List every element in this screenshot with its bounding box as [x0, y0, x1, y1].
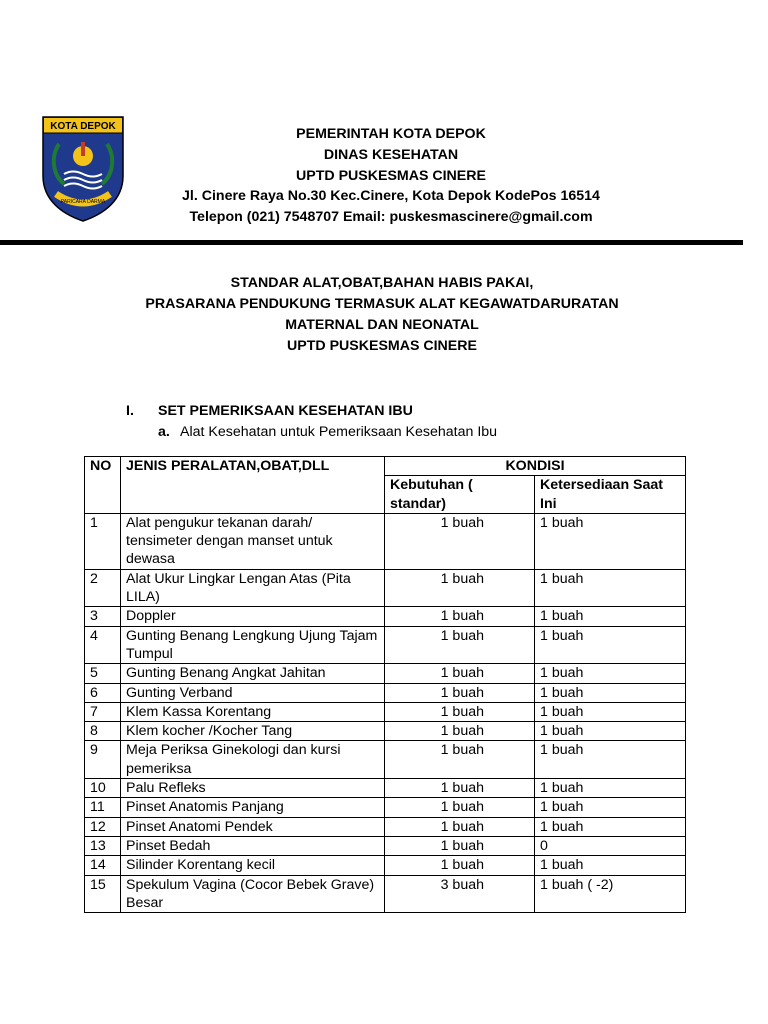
- row-number-cell: 7: [85, 702, 121, 721]
- row-need-cell: 1 buah: [385, 856, 535, 875]
- row-item-name-cell: Silinder Korentang kecil: [121, 856, 385, 875]
- svg-text:PARICARA DARMA: PARICARA DARMA: [60, 199, 106, 205]
- row-available-cell: 1 buah: [535, 817, 686, 836]
- row-number-cell: 13: [85, 836, 121, 855]
- subsection-letter: a.: [158, 424, 170, 440]
- letterhead-contact: Telepon (021) 7548707 Email: puskesmascinere@gmail.com: [189, 209, 593, 226]
- row-item-name-cell: Gunting Benang Lengkung Ujung Tajam Tumpul: [121, 626, 385, 664]
- table-row: [85, 626, 686, 664]
- table-row: [85, 836, 686, 855]
- row-need-cell: 1 buah: [385, 626, 535, 664]
- table-row: [85, 741, 686, 779]
- section-number: I.: [126, 403, 134, 419]
- table-row: [85, 875, 686, 913]
- row-need-cell: 1 buah: [385, 741, 535, 779]
- row-item-name-cell: Gunting Verband: [121, 683, 385, 702]
- row-need-cell: 1 buah: [385, 702, 535, 721]
- document-title-line-1: STANDAR ALAT,OBAT,BAHAN HABIS PAKAI,: [230, 275, 534, 291]
- row-number-cell: 14: [85, 856, 121, 875]
- letterhead-address: Jl. Cinere Raya No.30 Kec.Cinere, Kota Depok KodePos 16514: [182, 188, 600, 205]
- table-row: [85, 779, 686, 798]
- table-row: [85, 607, 686, 626]
- table-row: [85, 722, 686, 741]
- row-number-cell: 4: [85, 626, 121, 664]
- row-item-name-cell: Palu Refleks: [121, 779, 385, 798]
- row-item-name-cell: Pinset Anatomi Pendek: [121, 817, 385, 836]
- row-number-cell: 11: [85, 798, 121, 817]
- letterhead-government: PEMERINTAH KOTA DEPOK: [296, 126, 486, 142]
- row-available-cell: 1 buah: [535, 683, 686, 702]
- row-item-name-cell: Klem Kassa Korentang: [121, 702, 385, 721]
- row-need-cell: 1 buah: [385, 569, 535, 607]
- row-item-name-cell: Pinset Anatomis Panjang: [121, 798, 385, 817]
- row-available-cell: 1 buah: [535, 664, 686, 683]
- row-available-cell: 1 buah: [535, 798, 686, 817]
- row-need-cell: 1 buah: [385, 836, 535, 855]
- row-need-cell: 1 buah: [385, 513, 535, 569]
- row-number-cell: 12: [85, 817, 121, 836]
- row-item-name-cell: Pinset Bedah: [121, 836, 385, 855]
- row-available-cell: 1 buah: [535, 702, 686, 721]
- table-row: [85, 856, 686, 875]
- row-item-name-cell: Spekulum Vagina (Cocor Bebek Grave) Besar: [121, 875, 385, 913]
- subsection-title: Alat Kesehatan untuk Pemeriksaan Kesehatan Ibu: [180, 424, 498, 440]
- row-need-cell: 1 buah: [385, 664, 535, 683]
- row-need-cell: 3 buah: [385, 875, 535, 913]
- header-condition: KONDISI: [385, 457, 686, 476]
- table-row: [85, 664, 686, 683]
- table-row: [85, 683, 686, 702]
- row-item-name-cell: Gunting Benang Angkat Jahitan: [121, 664, 385, 683]
- header-need: Kebutuhan ( standar): [385, 476, 535, 514]
- letterhead-department: DINAS KESEHATAN: [323, 146, 459, 163]
- table-body: [85, 513, 686, 912]
- row-item-name-cell: Doppler: [121, 607, 385, 626]
- document-title-line-4: UPTD PUSKESMAS CINERE: [287, 338, 477, 354]
- row-available-cell: 1 buah ( -2): [535, 875, 686, 913]
- row-number-cell: 9: [85, 741, 121, 779]
- row-need-cell: 1 buah: [385, 722, 535, 741]
- table-header-row: [85, 457, 686, 476]
- section-title: SET PEMERIKSAAN KESEHATAN IBU: [158, 403, 413, 419]
- table-row: [85, 798, 686, 817]
- table-row: [85, 569, 686, 607]
- row-number-cell: 8: [85, 722, 121, 741]
- row-need-cell: 1 buah: [385, 779, 535, 798]
- row-item-name-cell: Klem kocher /Kocher Tang: [121, 722, 385, 741]
- row-item-name-cell: Alat Ukur Lingkar Lengan Atas (Pita LILA): [121, 569, 385, 607]
- table-row: [85, 817, 686, 836]
- row-number-cell: 5: [85, 664, 121, 683]
- row-number-cell: 6: [85, 683, 121, 702]
- row-available-cell: 1 buah: [535, 607, 686, 626]
- letterhead: [150, 124, 632, 228]
- row-item-name-cell: Alat pengukur tekanan darah/ tensimeter dengan manset untuk dewasa: [121, 513, 385, 569]
- subsection-heading: [158, 422, 497, 442]
- document-title: [100, 273, 664, 357]
- svg-text:KOTA DEPOK: KOTA DEPOK: [50, 121, 116, 132]
- row-available-cell: 1 buah: [535, 779, 686, 798]
- header-item-name: JENIS PERALATAN,OBAT,DLL: [121, 457, 385, 514]
- row-available-cell: 0: [535, 836, 686, 855]
- section-heading: [126, 401, 413, 421]
- row-need-cell: 1 buah: [385, 798, 535, 817]
- row-available-cell: 1 buah: [535, 856, 686, 875]
- letterhead-unit: UPTD PUSKESMAS CINERE: [296, 167, 486, 184]
- row-available-cell: 1 buah: [535, 569, 686, 607]
- kota-depok-logo: [42, 116, 124, 222]
- row-available-cell: 1 buah: [535, 513, 686, 569]
- row-number-cell: 2: [85, 569, 121, 607]
- letterhead-divider: [0, 240, 743, 245]
- row-number-cell: 3: [85, 607, 121, 626]
- row-available-cell: 1 buah: [535, 741, 686, 779]
- equipment-table: [84, 456, 686, 913]
- row-need-cell: 1 buah: [385, 607, 535, 626]
- row-need-cell: 1 buah: [385, 683, 535, 702]
- row-number-cell: 1: [85, 513, 121, 569]
- row-number-cell: 10: [85, 779, 121, 798]
- row-item-name-cell: Meja Periksa Ginekologi dan kursi pemeriksa: [121, 741, 385, 779]
- row-available-cell: 1 buah: [535, 626, 686, 664]
- document-title-line-2: PRASARANA PENDUKUNG TERMASUK ALAT KEGAWATDARURATAN: [145, 296, 619, 312]
- header-no: NO: [85, 457, 121, 514]
- row-need-cell: 1 buah: [385, 817, 535, 836]
- row-number-cell: 15: [85, 875, 121, 913]
- table-row: [85, 513, 686, 569]
- header-available: Ketersediaan Saat Ini: [535, 476, 686, 514]
- row-available-cell: 1 buah: [535, 722, 686, 741]
- table-row: [85, 702, 686, 721]
- document-title-line-3: MATERNAL DAN NEONATAL: [285, 317, 479, 333]
